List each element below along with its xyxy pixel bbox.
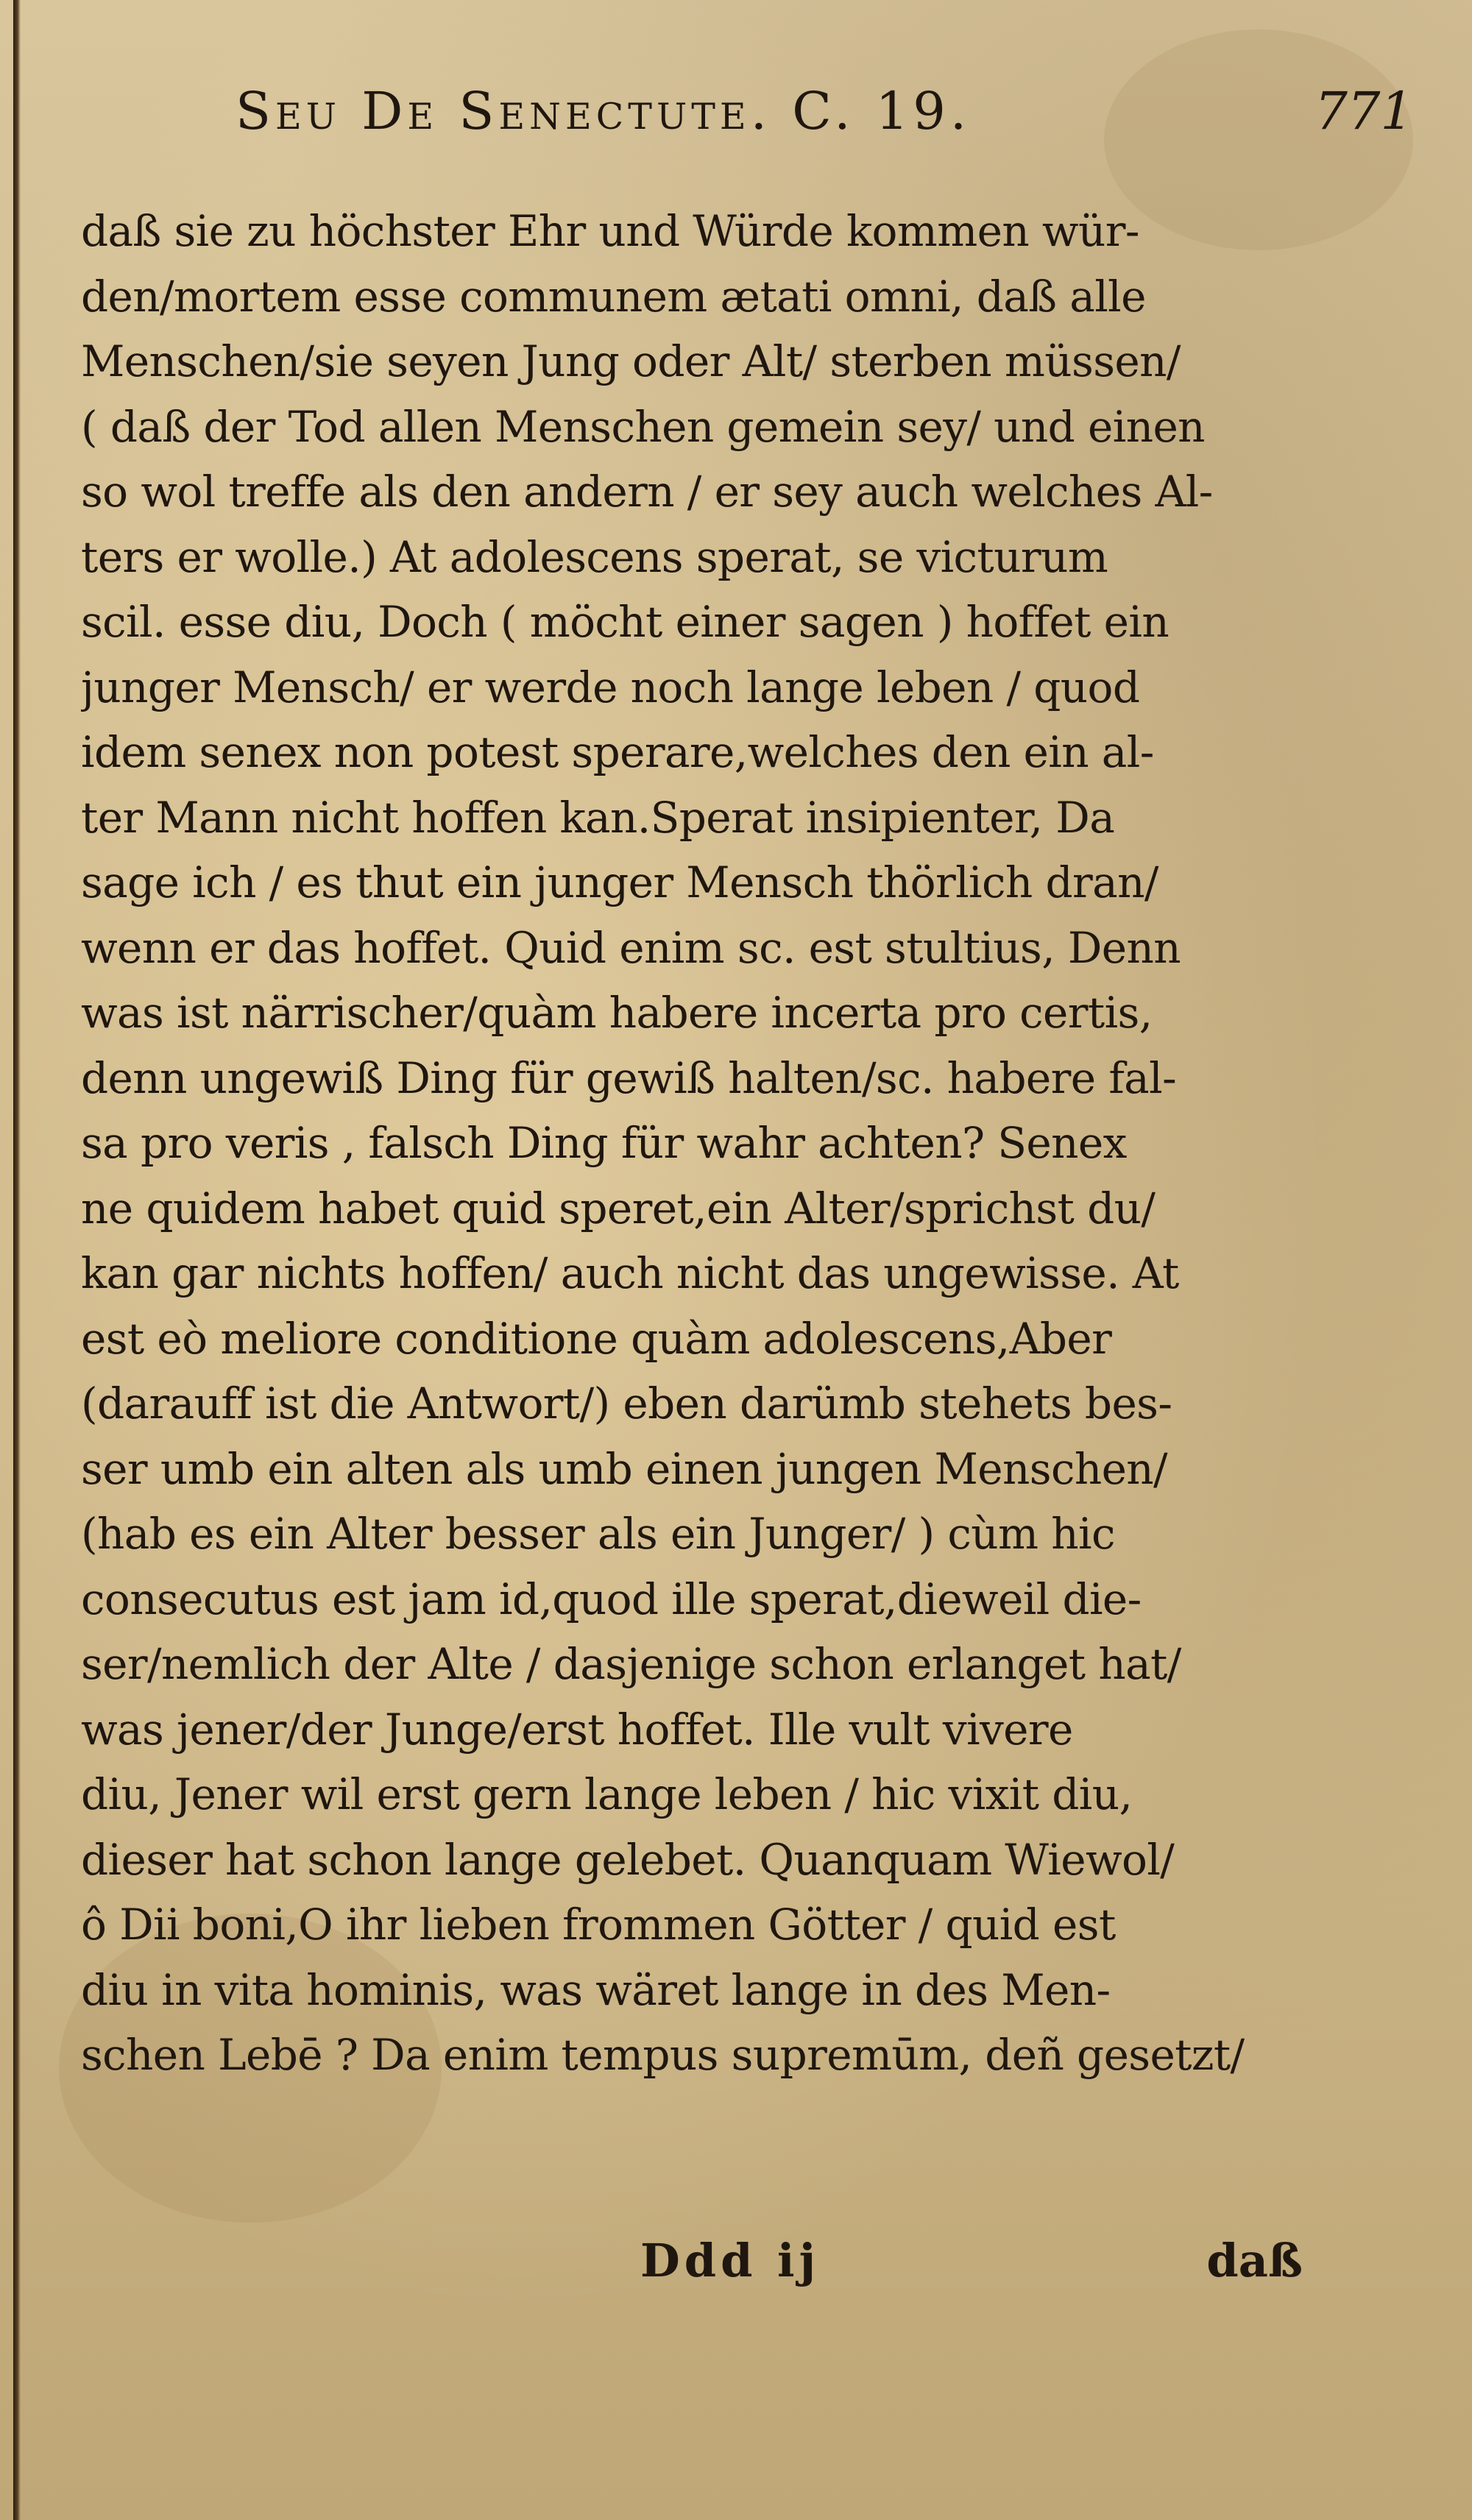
text-line: diu, Jener wil erst gern lange leben / hic vixit diu, [81, 1769, 1133, 1819]
text-line: denn ungewiß Ding für gewiß halten/sc. habere fal- [81, 1052, 1177, 1103]
text-line: was jener/der Junge/erst hoffet. Ille vult vivere [81, 1704, 1073, 1755]
catchword: daß [1206, 2234, 1303, 2287]
text-line: ô Dii boni,O ihr lieben frommen Götter / quid est [81, 1900, 1116, 1950]
text-line: ser umb ein alten als umb einen jungen Menschen/ [81, 1443, 1168, 1494]
text-line: junger Mensch/ er werde noch lange leben / quod [81, 662, 1140, 712]
bleed-through-text [88, 2289, 1340, 2399]
page-number: 771 [1314, 81, 1413, 141]
text-line: schen Lebē ? Da enim tempus supremūm, deñ gesetzt/ [81, 2030, 1245, 2080]
signature-mark: Ddd ij [640, 2234, 821, 2287]
running-head: Seu De Senectute. C. 19. [236, 81, 972, 141]
text-line: (darauff ist die Antwort/) eben darümb stehets bes- [81, 1378, 1172, 1429]
text-line: ( daß der Tod allen Menschen gemein sey/ und einen [81, 401, 1205, 452]
text-line: daß sie zu höchster Ehr und Würde kommen wür- [81, 206, 1139, 256]
text-line: consecutus est jam id,quod ille sperat,dieweil die- [81, 1574, 1142, 1624]
text-line: ters er wolle.) At adolescens sperat, se victurum [81, 531, 1108, 582]
text-line: was ist närrischer/quàm habere incerta pro certis, [81, 988, 1153, 1038]
page-header [236, 81, 1428, 162]
text-line: dieser hat schon lange gelebet. Quanquam Wiewol/ [81, 1834, 1175, 1885]
text-line: idem senex non potest sperare,welches den ein al- [81, 727, 1154, 777]
text-line: est eò meliore conditione quàm adolescens,Aber [81, 1313, 1112, 1364]
text-line: so wol treffe als den andern / er sey auch welches Al- [81, 467, 1213, 517]
text-line: wenn er das hoffet. Quid enim sc. est stultius, Denn [81, 922, 1181, 973]
text-line: (hab es ein Alter besser als ein Junger/ ) cùm hic [81, 1509, 1115, 1559]
text-line: Menschen/sie seyen Jung oder Alt/ sterben müssen/ [81, 336, 1181, 386]
text-line: scil. esse diu, Doch ( möcht einer sagen ) hoffet ein [81, 597, 1170, 647]
text-line: sa pro veris , falsch Ding für wahr achten? Senex [81, 1118, 1127, 1168]
text-line: ser/nemlich der Alte / dasjenige schon erlanget hat/ [81, 1639, 1181, 1689]
body-text [81, 199, 1317, 2088]
binding-gutter [13, 0, 21, 2520]
text-line: kan gar nichts hoffen/ auch nicht das ungewisse. At [81, 1248, 1179, 1298]
text-line: ne quidem habet quid speret,ein Alter/sprichst du/ [81, 1183, 1156, 1234]
text-line: sage ich / es thut ein junger Mensch thörlich dran/ [81, 857, 1158, 907]
text-line: diu in vita hominis, was wäret lange in des Men- [81, 1964, 1111, 2015]
text-line: ter Mann nicht hoffen kan.Sperat insipienter, Da [81, 792, 1115, 843]
text-line: den/mortem esse communem ætati omni, daß alle [81, 271, 1146, 322]
